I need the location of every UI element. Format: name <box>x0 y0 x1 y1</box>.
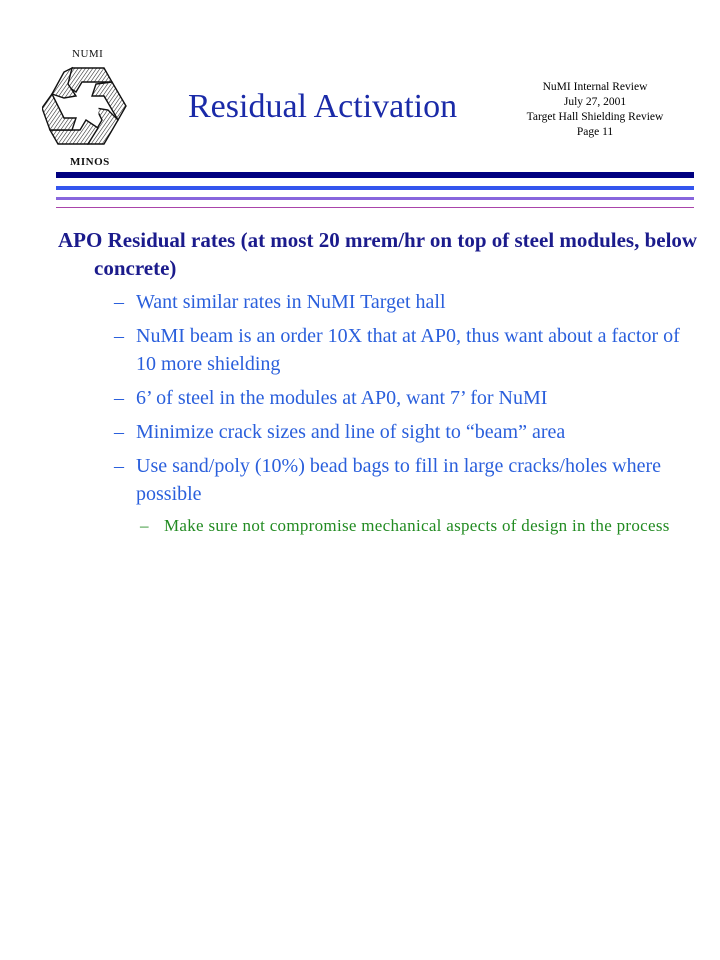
bullet-dash: – <box>114 291 124 313</box>
header-rule-3 <box>56 197 694 200</box>
review-name: NuMI Internal Review <box>542 81 648 93</box>
review-subject: Target Hall Shielding Review <box>526 111 664 123</box>
header-rule-4 <box>56 207 694 208</box>
review-date: July 27, 2001 <box>563 96 627 108</box>
header-rule-1 <box>56 172 694 178</box>
logo-bottom-label: MINOS <box>70 156 110 168</box>
header-rule-2 <box>56 186 694 190</box>
sub-bullet <box>58 452 698 508</box>
sub-sub-bullet <box>58 514 698 538</box>
numi-logo-emblem-icon <box>42 62 134 156</box>
bullet-dash: – <box>114 455 124 477</box>
logo-top-label: NUMI <box>72 48 104 60</box>
bullet-dash: – <box>114 421 124 443</box>
main-bullet: APO Residual rates (at most 20 mrem/hr on top of steel modules, below concrete) <box>58 228 698 280</box>
sub-bullet <box>58 418 698 446</box>
numi-minos-logo <box>42 48 142 172</box>
sub-bullet <box>58 322 698 378</box>
slide-title: Residual Activation <box>188 88 458 125</box>
sub-bullet-text: NuMI beam is an order 10X that at AP0, thus want about a factor of 10 more shielding <box>136 325 680 375</box>
bullet-dash: – <box>140 516 149 535</box>
bullet-dash: – <box>114 387 124 409</box>
sub-bullet <box>58 288 698 316</box>
sub-bullet-text: 6’ of steel in the modules at AP0, want 7’ for NuMI <box>136 387 548 409</box>
sub-bullet-text: Use sand/poly (10%) bead bags to fill in large cracks/holes where possible <box>136 455 662 505</box>
sub-sub-bullet-text: Make sure not compromise mechanical aspects of design in the process <box>164 516 670 535</box>
bullet-dash: – <box>114 325 124 347</box>
review-info <box>500 80 690 140</box>
slide-content <box>58 226 698 538</box>
page-number: Page 11 <box>576 126 614 138</box>
sub-bullet-text: Want similar rates in NuMI Target hall <box>136 291 446 313</box>
sub-bullet <box>58 384 698 412</box>
sub-bullet-text: Minimize crack sizes and line of sight to “beam” area <box>136 421 566 443</box>
